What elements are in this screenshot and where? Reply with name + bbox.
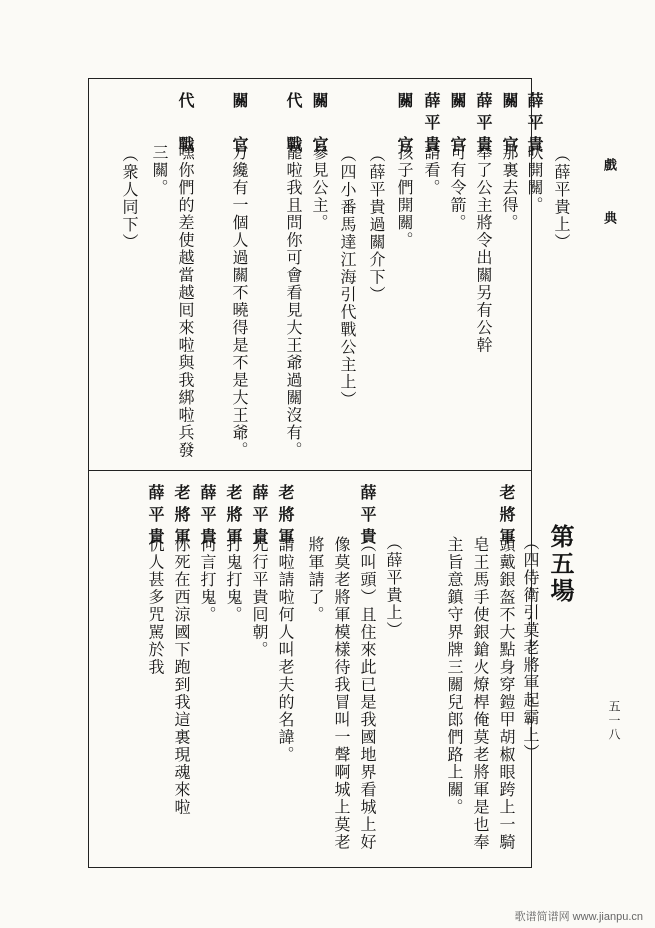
dialogue-line: （四侍衛引莫老將軍起霸上）	[521, 534, 540, 762]
page-number: 五一八	[607, 700, 621, 742]
dialogue-line: （薛平貴過關介下）	[367, 146, 386, 304]
dialogue-line: （薛平貴上）	[384, 534, 403, 639]
speaker-name: 薛平貴	[146, 484, 165, 550]
dialogue-line: 主旨意鎮守界牌三關兒郎們路上關。	[445, 536, 464, 816]
dialogue-line: 皂王馬手使銀鎗火燎桿俺莫老將軍是也奉	[471, 536, 490, 851]
scene-title: 第五場	[546, 524, 575, 605]
dialogue-line: （四小番馬達江海引代戰公主上）	[338, 146, 357, 409]
dialogue-line: （衆人同下）	[120, 146, 139, 251]
speaker-name: 薛平貴	[198, 484, 217, 550]
speaker-name: 薛平貴	[358, 484, 377, 550]
speaker-name: 薛平貴	[525, 92, 544, 158]
speaker-name: 關 官	[500, 92, 519, 158]
speaker-name: 關 官	[448, 92, 467, 158]
dialogue-line: 孩子們開關。	[395, 144, 414, 249]
dialogue-line: （薛平貴上）	[552, 146, 571, 251]
speaker-name: 老將軍	[172, 484, 191, 550]
watermark: 歌谱简谱网 www.jianpu.cn	[514, 911, 643, 923]
dialogue-line: 罷啦我且問你可會看見大王爺過關沒有。	[284, 144, 303, 459]
speaker-name: 關 官	[395, 92, 414, 158]
dialogue-line: 可有令箭。	[448, 144, 467, 232]
running-head: 戲典	[601, 158, 616, 264]
speaker-name: 薛平貴	[474, 92, 493, 158]
dialogue-line: 仇人甚多咒駡於我	[146, 536, 165, 676]
dialogue-line: 嘿你們的差使越當越囘來啦與我綁啦兵發	[176, 144, 195, 459]
speaker-name: 代 戰	[284, 92, 303, 158]
speaker-name: 老將軍	[224, 484, 243, 550]
dialogue-line: 先行平貴囘朝。	[250, 536, 269, 659]
dialogue-line: 奉了公主將令出關另有公幹	[474, 144, 493, 354]
dialogue-line: 頭戴銀盔不大點身穿鎧甲胡椒眼跨上一騎	[497, 536, 516, 851]
speaker-name: 關 官	[230, 92, 249, 158]
dialogue-line: 請看。	[422, 144, 441, 197]
speaker-name: 老將軍	[276, 484, 295, 550]
dialogue-line: （叫頭）且住來此已是我國地界看城上好	[358, 536, 377, 851]
speaker-name: 薛平貴	[250, 484, 269, 550]
speaker-name: 老將軍	[497, 484, 516, 550]
dialogue-line: 參見公主。	[310, 144, 329, 232]
dialogue-line: 方纔有一個人過關不曉得是不是大王爺。	[230, 144, 249, 459]
dialogue-line: 三關。	[150, 144, 169, 197]
dialogue-line: 打鬼打鬼。	[224, 536, 243, 624]
dialogue-line: 請啦請啦何人叫老夫的名諱。	[276, 536, 295, 764]
dialogue-line: 將軍請了。	[306, 536, 325, 624]
section-divider	[88, 470, 532, 471]
dialogue-line: 吠開關。	[525, 144, 544, 214]
speaker-name: 代 戰	[176, 92, 195, 158]
speaker-name: 關 官	[310, 92, 329, 158]
dialogue-line: 像莫老將軍模樣待我冒叫一聲啊城上莫老	[332, 536, 351, 851]
dialogue-line: 你死在西涼國下跑到我這裏現魂來啦	[172, 536, 191, 816]
dialogue-line: 何言打鬼。	[198, 536, 217, 624]
dialogue-line: 那裏去得。	[500, 144, 519, 232]
speaker-name: 薛平貴	[422, 92, 441, 158]
